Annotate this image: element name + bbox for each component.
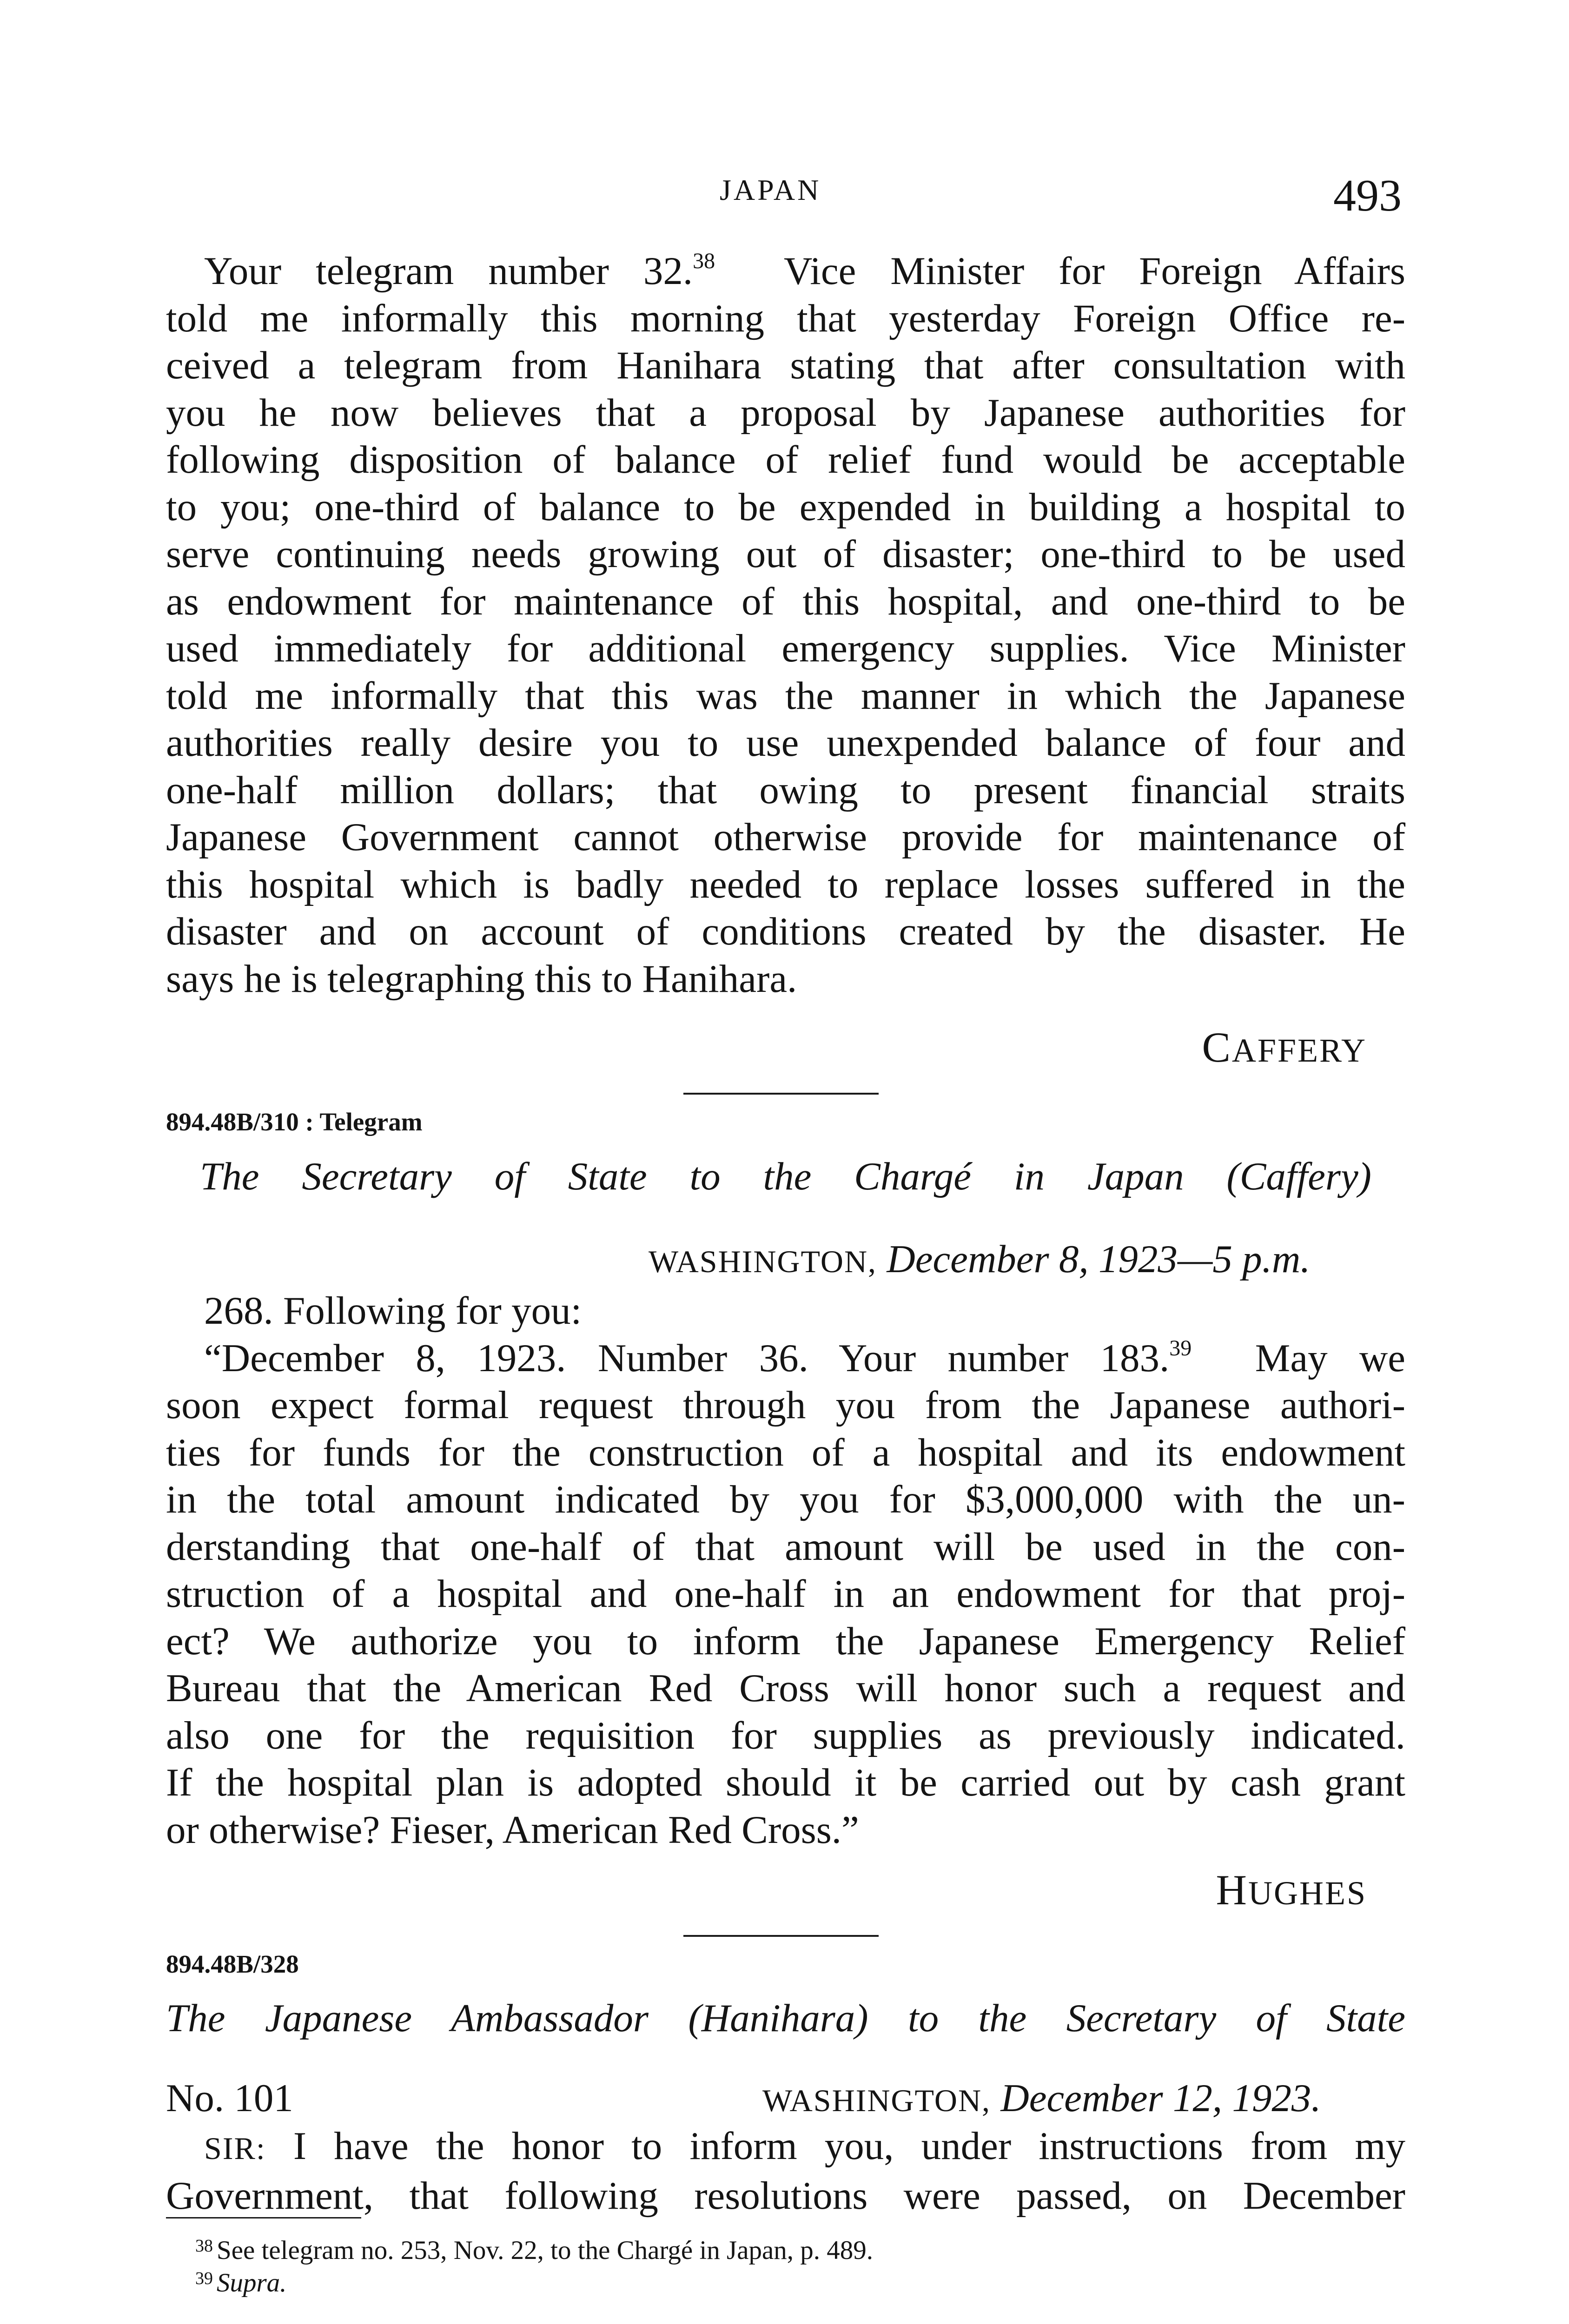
- doc1-line: told me informally this morning that yesterday Foreign Office re-: [166, 296, 1405, 340]
- doc1-line: authorities really desire you to use unexpended balance of four and: [166, 721, 1405, 765]
- file-label: 894.48B/310 : Telegram: [166, 1108, 423, 1136]
- footnote-ref-38[interactable]: 38: [693, 249, 715, 273]
- footnote-ref-39[interactable]: 39: [1169, 1335, 1192, 1360]
- doc1-line-1: Your telegram number 32.38 Vice Minister for Foreign Affairs: [204, 249, 1405, 293]
- doc3-body: [166, 2123, 1405, 2219]
- document-number: No. 101: [166, 2076, 293, 2120]
- file-label: 894.48B/328: [166, 1950, 299, 1978]
- document-heading: The Secretary of State to the Chargé in Japan (Caffery): [200, 1155, 1371, 1198]
- doc1-line: told me informally that this was the manner in which the Japanese: [166, 673, 1405, 718]
- doc1-line: disaster and on account of conditions created by the disaster. He: [166, 910, 1405, 953]
- doc1-line: following disposition of balance of relief fund would be acceptable: [166, 438, 1405, 482]
- doc1-body: [166, 248, 1405, 1003]
- section-divider: [683, 1093, 879, 1095]
- dateline: [649, 1236, 1311, 1282]
- doc2-line: derstanding that one-half of that amount will be used in the con-: [166, 1525, 1405, 1569]
- doc1-line: this hospital which is badly needed to replace losses suffered in the: [166, 862, 1405, 906]
- doc2-line: struction of a hospital and one-half in an endowment for that proj-: [166, 1572, 1405, 1616]
- footnote-rule: [166, 2217, 361, 2218]
- doc2-line: ties for funds for the construction of a hospital and its endowment: [166, 1430, 1405, 1474]
- doc2-line: or otherwise? Fieser, American Red Cross.”: [166, 1808, 859, 1852]
- doc2-line: also one for the requisition for supplies as previously indicated.: [166, 1713, 1405, 1757]
- doc1-line: Japanese Government cannot otherwise provide for maintenance of: [166, 815, 1405, 859]
- doc1-line: one-half million dollars; that owing to present financial straits: [166, 768, 1405, 812]
- doc1-line: to you; one-third of balance to be expended in building a hospital to: [166, 485, 1405, 529]
- dateline: [762, 2075, 1321, 2121]
- dateline-date: December 12, 1923.: [1000, 2076, 1321, 2120]
- footnote-38: $^{38}$ See telegram no. 253, Nov. 22, to the Chargé in Japan, p. 489.: [195, 2236, 874, 2265]
- doc2-line: If the hospital plan is adopted should it be carried out by cash grant: [166, 1761, 1405, 1804]
- document-heading: The Japanese Ambassador (Hanihara) to the Secretary of State: [166, 1996, 1405, 2040]
- doc2-line: soon expect formal request through you from the Japanese authori-: [166, 1383, 1405, 1427]
- doc1-line: used immediately for additional emergency supplies. Vice Minister: [166, 627, 1405, 670]
- footnote-mark: 38: [195, 2236, 213, 2256]
- doc2-line: Bureau that the American Red Cross will honor such a request and: [166, 1666, 1405, 1710]
- signature-hughes: HUGHES: [1216, 1866, 1367, 1914]
- dateline-place: WASHINGTON,: [649, 1244, 877, 1279]
- salutation: SIR:: [204, 2131, 266, 2166]
- doc1-line: you he now believes that a proposal by Japanese authorities for: [166, 390, 1405, 435]
- signature-caffery: CAFFERY: [1202, 1023, 1367, 1071]
- doc1-line: as endowment for maintenance of this hospital, and one-third to be: [166, 579, 1405, 623]
- doc2-line-quote-start: “December 8, 1923. Number 36. Your number 183.39 May we: [204, 1335, 1406, 1380]
- page-number: 493: [1333, 171, 1402, 221]
- doc1-line: says he is telegraphing this to Hanihara.: [166, 957, 797, 1001]
- doc2-body: [166, 1287, 1405, 1854]
- doc2-line: ect? We authorize you to inform the Japanese Emergency Relief: [166, 1619, 1405, 1663]
- dateline-date: December 8, 1923—5 p.m.: [887, 1237, 1311, 1281]
- doc3-line-salutation: SIR: I have the honor to inform you, under instructions from my: [204, 2124, 1405, 2168]
- section-divider: [683, 1935, 879, 1937]
- dateline-place: WASHINGTON,: [762, 2083, 991, 2118]
- doc1-line: serve continuing needs growing out of disaster; one-third to be used: [166, 532, 1405, 576]
- doc2-line: 268. Following for you:: [204, 1289, 582, 1333]
- footnote-39: $^{39}$ Supra.: [195, 2268, 287, 2298]
- running-head: JAPAN: [720, 173, 821, 206]
- doc2-line: in the total amount indicated by you for $3,000,000 with the un-: [166, 1478, 1405, 1521]
- footnote-mark: 39: [195, 2269, 213, 2288]
- doc3-line: Government, that following resolutions were passed, on December: [166, 2173, 1405, 2218]
- doc1-line: ceived a telegram from Hanihara stating that after consultation with: [166, 343, 1405, 387]
